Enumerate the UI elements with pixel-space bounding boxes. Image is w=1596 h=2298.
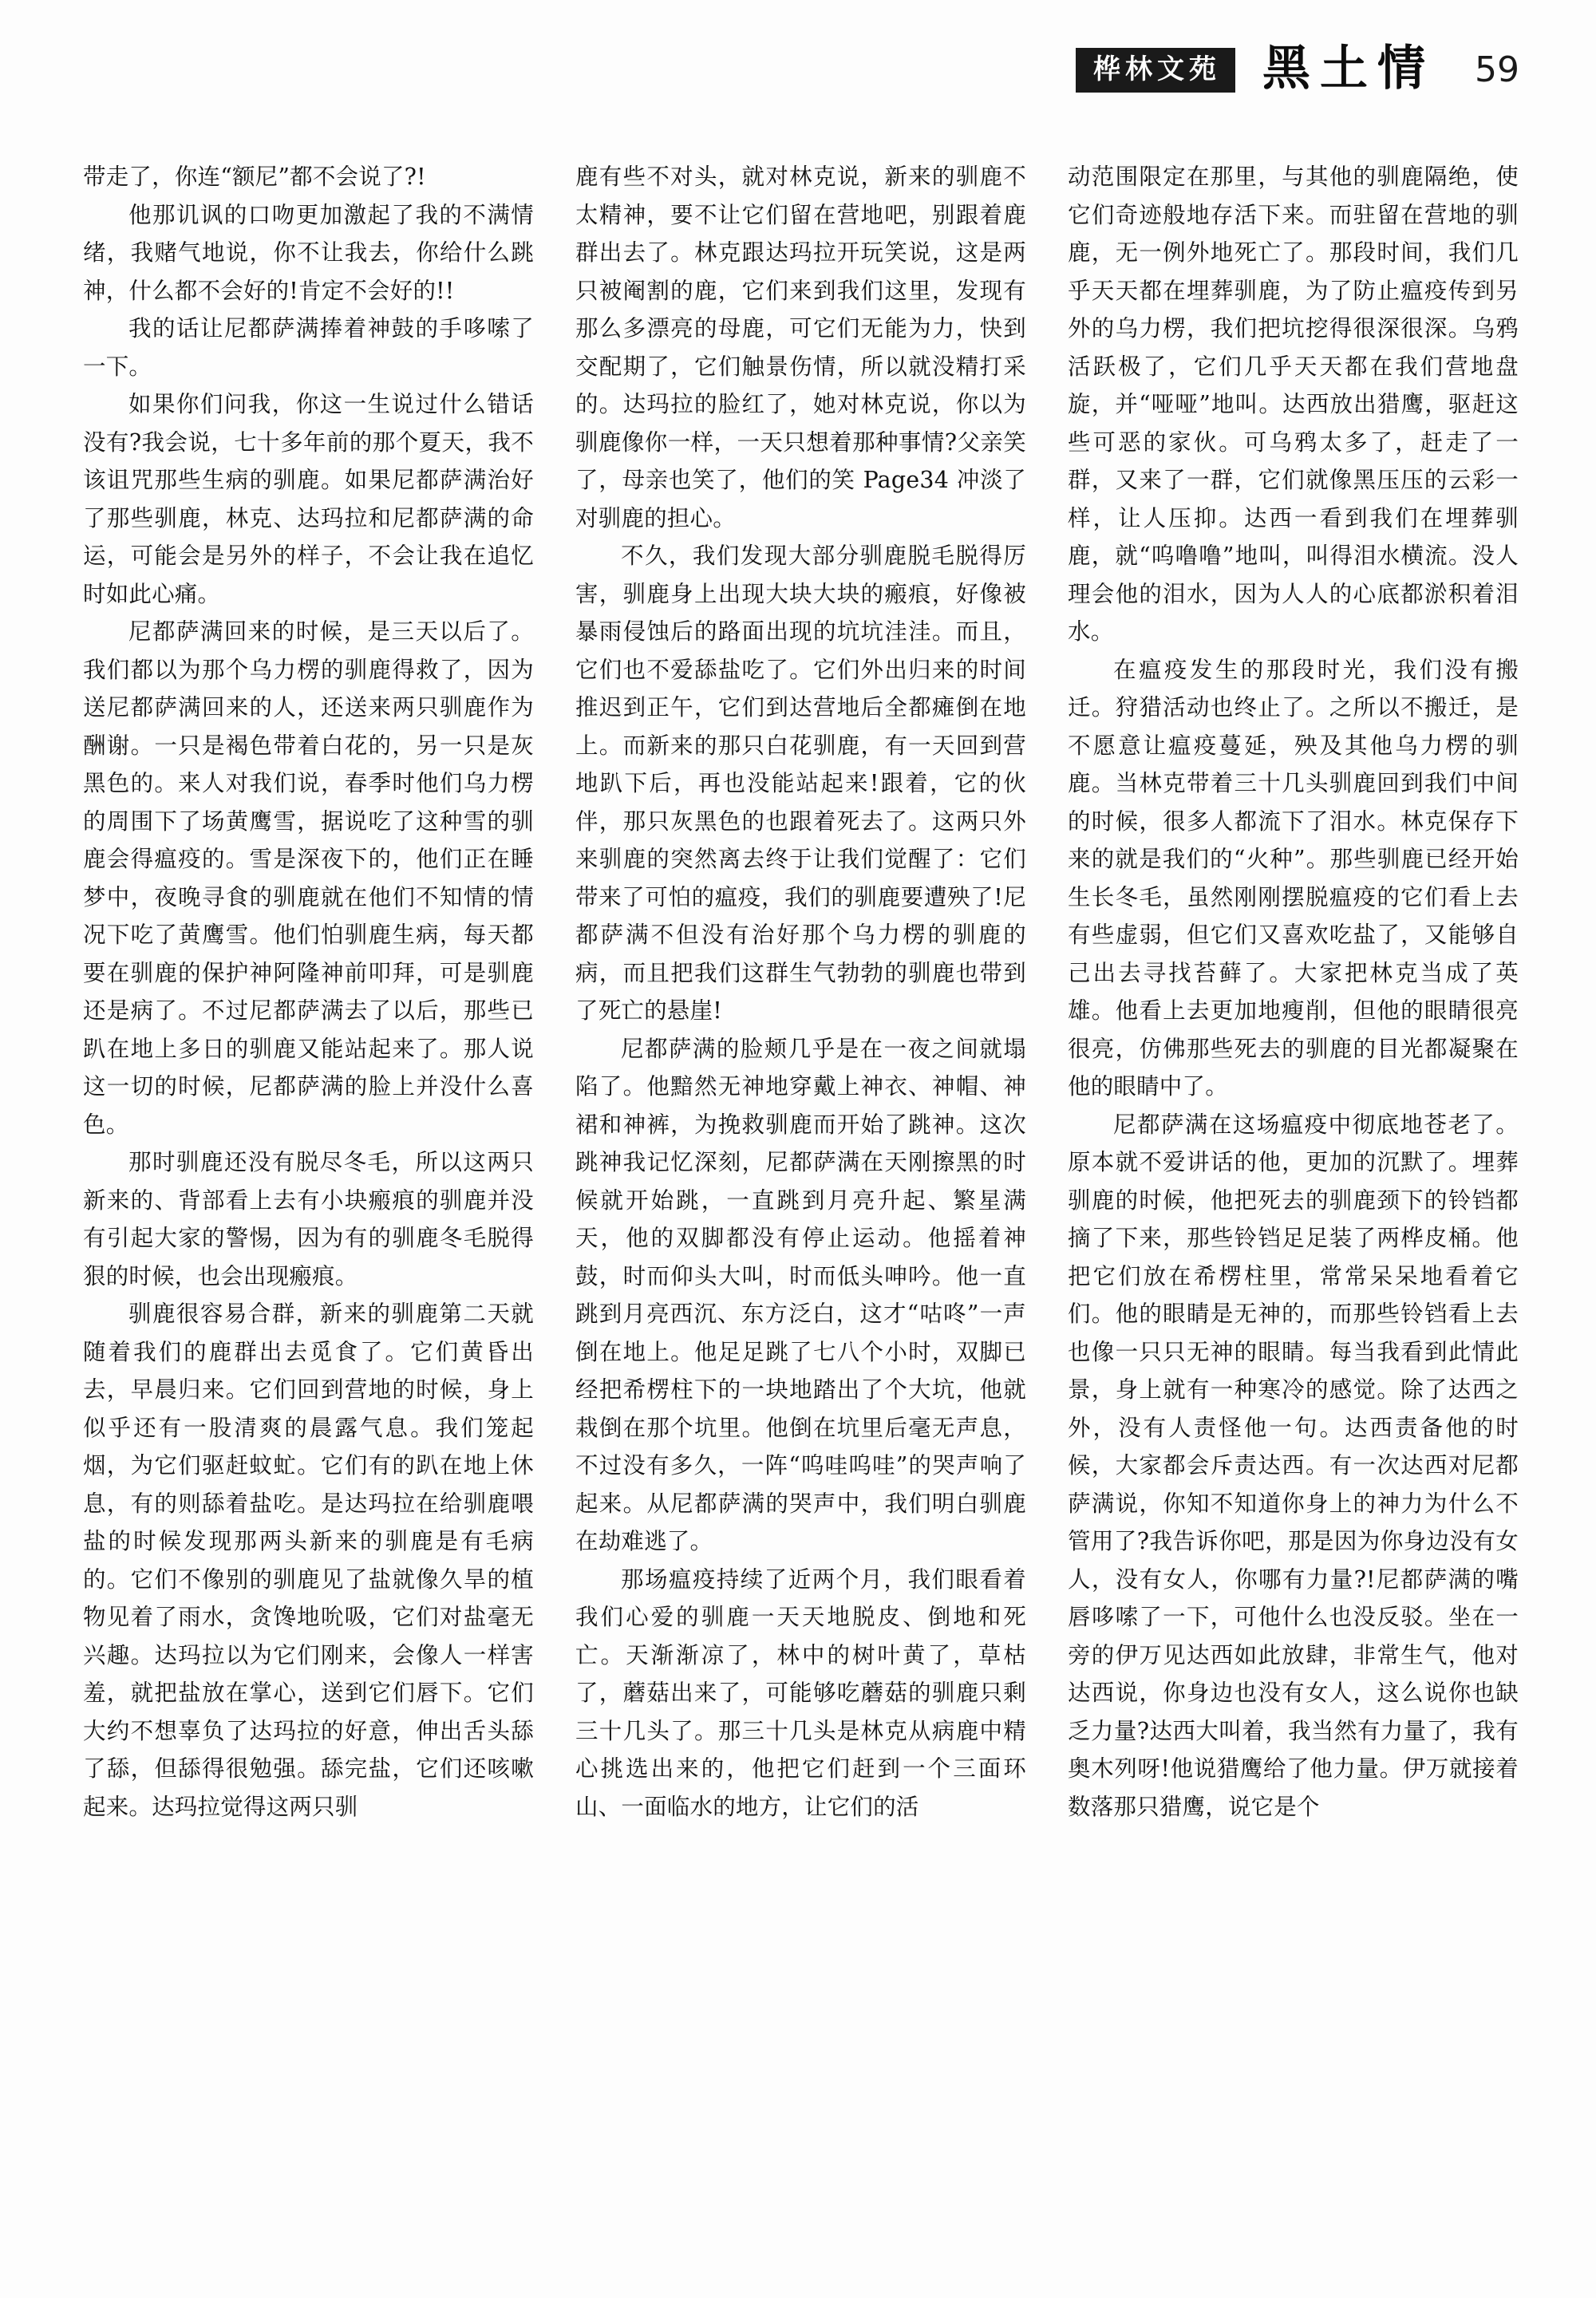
paragraph: 驯鹿很容易合群，新来的驯鹿第二天就随着我们的鹿群出去觅食了。它们黄昏出去，早晨归来。它们回到营地的时候，身上似乎还有一股清爽的晨露气息。我们笼起烟，为它们驱赶蚊虻。它们有的趴在地上休息，有的则舔着盐吃。是达玛拉在给驯鹿喂盐的时候发现那两头新来的驯鹿是有毛病的。它们不像别的驯鹿见了盐就像久旱的植物见着了雨水，贪馋地吮吸，它们对盐毫无兴趣。达玛拉以为它们刚来，会像人一样害羞，就把盐放在掌心，送到它们唇下。它们大约不想辜负了达玛拉的好意，伸出舌头舔了舔，但舔得很勉强。舔完盐，它们还咳嗽起来。达玛拉觉得这两只驯 xyxy=(83,1301,534,1820)
text-column-1 xyxy=(83,158,534,2233)
text-column-2 xyxy=(575,158,1026,2233)
paragraph: 那场瘟疫持续了近两个月，我们眼看着我们心爱的驯鹿一天天地脱皮、倒地和死亡。天渐渐凉了，林中的树叶黄了，草枯了，蘑菇出来了，可能够吃蘑菇的驯鹿只剩三十几头了。那三十几头是林克从病鹿中精心挑选出来的，他把它们赶到一个三面环山、一面临水的地方，让它们的活 xyxy=(575,1566,1026,1820)
page-header xyxy=(1076,41,1519,97)
publication-title: 黑土情 xyxy=(1262,41,1435,97)
section-tag: 桦林文苑 xyxy=(1076,48,1235,93)
paragraph: 不久，我们发现大部分驯鹿脱毛脱得厉害，驯鹿身上出现大块大块的瘢痕，好像被暴雨侵蚀后的路面出现的坑坑洼洼。而且，它们也不爱舔盐吃了。它们外出归来的时间推迟到正午，它们到达营地后全都瘫倒在地上。而新来的那只白花驯鹿，有一天回到营地趴下后，再也没能站起来!跟着，它的伙伴，那只灰黑色的也跟着死去了。这两只外来驯鹿的突然离去终于让我们觉醒了：它们带来了可怕的瘟疫，我们的驯鹿要遭殃了!尼都萨满不但没有治好那个乌力楞的驯鹿的病，而且把我们这群生气勃勃的驯鹿也带到了死亡的悬崖! xyxy=(575,543,1026,1024)
paragraph: 如果你们问我，你这一生说过什么错话没有?我会说，七十多年前的那个夏天，我不该诅咒那些生病的驯鹿。如果尼都萨满治好了那些驯鹿，林克、达玛拉和尼都萨满的命运，可能会是另外的样子，不会让我在追忆时如此心痛。 xyxy=(83,391,534,607)
paragraph: 我的话让尼都萨满捧着神鼓的手哆嗦了一下。 xyxy=(83,315,534,380)
paragraph: 尼都萨满的脸颊几乎是在一夜之间就塌陷了。他黯然无神地穿戴上神衣、神帽、神裙和神裤，为挽救驯鹿而开始了跳神。这次跳神我记忆深刻，尼都萨满在天刚擦黑的时候就开始跳，一直跳到月亮升起、繁星满天，他的双脚都没有停止运动。他摇着神鼓，时而仰头大叫，时而低头呻吟。他一直跳到月亮西沉、东方泛白，这才“咕咚”一声倒在地上。他足足跳了七八个小时，双脚已经把希楞柱下的一块地踏出了个大坑，他就栽倒在那个坑里。他倒在坑里后毫无声息，不过没有多久，一阵“呜哇呜哇”的哭声响了起来。从尼都萨满的哭声中，我们明白驯鹿在劫难逃了。 xyxy=(575,1035,1026,1554)
text-column-3 xyxy=(1068,158,1519,2233)
paragraph: 尼都萨满回来的时候，是三天以后了。我们都以为那个乌力楞的驯鹿得救了，因为送尼都萨满回来的人，还送来两只驯鹿作为酬谢。一只是褐色带着白花的，另一只是灰黑色的。来人对我们说，春季时他们乌力楞的周围下了场黄鹰雪，据说吃了这种雪的驯鹿会得瘟疫的。雪是深夜下的，他们正在睡梦中，夜晚寻食的驯鹿就在他们不知情的情况下吃了黄鹰雪。他们怕驯鹿生病，每天都要在驯鹿的保护神阿隆神前叩拜，可是驯鹿还是病了。不过尼都萨满去了以后，那些已趴在地上多日的驯鹿又能站起来了。那人说这一切的时候，尼都萨满的脸上并没什么喜色。 xyxy=(83,618,534,1138)
paragraph: 带走了，你连“额尼”都不会说了?! xyxy=(83,164,426,190)
paragraph: 动范围限定在那里，与其他的驯鹿隔绝，使它们奇迹般地存活下来。而驻留在营地的驯鹿，无一例外地死亡了。那段时间，我们几乎天天都在埋葬驯鹿，为了防止瘟疫传到另外的乌力楞，我们把坑挖得很深很深。乌鸦活跃极了，它们几乎天天都在我们营地盘旋，并“哑哑”地叫。达西放出猎鹰，驱赶这些可恶的家伙。可乌鸦太多了，赶走了一群，又来了一群，它们就像黑压压的云彩一样，让人压抑。达西一看到我们在埋葬驯鹿，就“呜噜噜”地叫，叫得泪水横流。没人理会他的泪水，因为人人的心底都淤积着泪水。 xyxy=(1068,164,1519,645)
page-number: 59 xyxy=(1475,49,1519,90)
paragraph: 他那讥讽的口吻更加激起了我的不满情绪，我赌气地说，你不让我去，你给什么跳神，什么都不会好的!肯定不会好的!! xyxy=(83,201,534,304)
paragraph: 鹿有些不对头，就对林克说，新来的驯鹿不太精神，要不让它们留在营地吧，别跟着鹿群出去了。林克跟达玛拉开玩笑说，这是两只被阉割的鹿，它们来到我们这里，发现有那么多漂亮的母鹿，可它们无能为力，快到交配期了，它们触景伤情，所以就没精打采的。达玛拉的脸红了，她对林克说，你以为驯鹿像你一样，一天只想着那种事情?父亲笑了，母亲也笑了，他们的笑 Page34 冲淡了对驯鹿的担心。 xyxy=(575,164,1026,531)
paragraph: 尼都萨满在这场瘟疫中彻底地苍老了。原本就不爱讲话的他，更加的沉默了。埋葬驯鹿的时候，他把死去的驯鹿颈下的铃铛都摘了下来，那些铃铛足足装了两桦皮桶。他把它们放在希楞柱里，常常呆呆地看着它们。他的眼睛是无神的，而那些铃铛看上去也像一只只无神的眼睛。每当我看到此情此景，身上就有一种寒冷的感觉。除了达西之外，没有人责怪他一句。达西责备他的时候，大家都会斥责达西。有一次达西对尼都萨满说，你知不知道你身上的神力为什么不管用了?我告诉你吧，那是因为你身边没有女人，没有女人，你哪有力量?!尼都萨满的嘴唇哆嗦了一下，可他什么也没反驳。坐在一旁的伊万见达西如此放肆，非常生气，他对达西说，你身边也没有女人，这么说你也缺乏力量?达西大叫着，我当然有力量了，我有奥木列呀!他说猎鹰给了他力量。伊万就接着数落那只猎鹰，说它是个 xyxy=(1068,1111,1519,1820)
article-body xyxy=(83,158,1519,2233)
paragraph: 那时驯鹿还没有脱尽冬毛，所以这两只新来的、背部看上去有小块瘢痕的驯鹿并没有引起大家的警惕，因为有的驯鹿冬毛脱得狠的时候，也会出现瘢痕。 xyxy=(83,1149,534,1289)
paragraph: 在瘟疫发生的那段时光，我们没有搬迁。狩猎活动也终止了。之所以不搬迁，是不愿意让瘟疫蔓延，殃及其他乌力楞的驯鹿。当林克带着三十几头驯鹿回到我们中间的时候，很多人都流下了泪水。林克保存下来的就是我们的“火种”。那些驯鹿已经开始生长冬毛，虽然刚刚摆脱瘟疫的它们看上去有些虚弱，但它们又喜欢吃盐了，又能够自己出去寻找苔藓了。大家把林克当成了英雄。他看上去更加地瘦削，但他的眼睛很亮很亮，仿佛那些死去的驯鹿的目光都凝聚在他的眼睛中了。 xyxy=(1068,656,1519,1100)
